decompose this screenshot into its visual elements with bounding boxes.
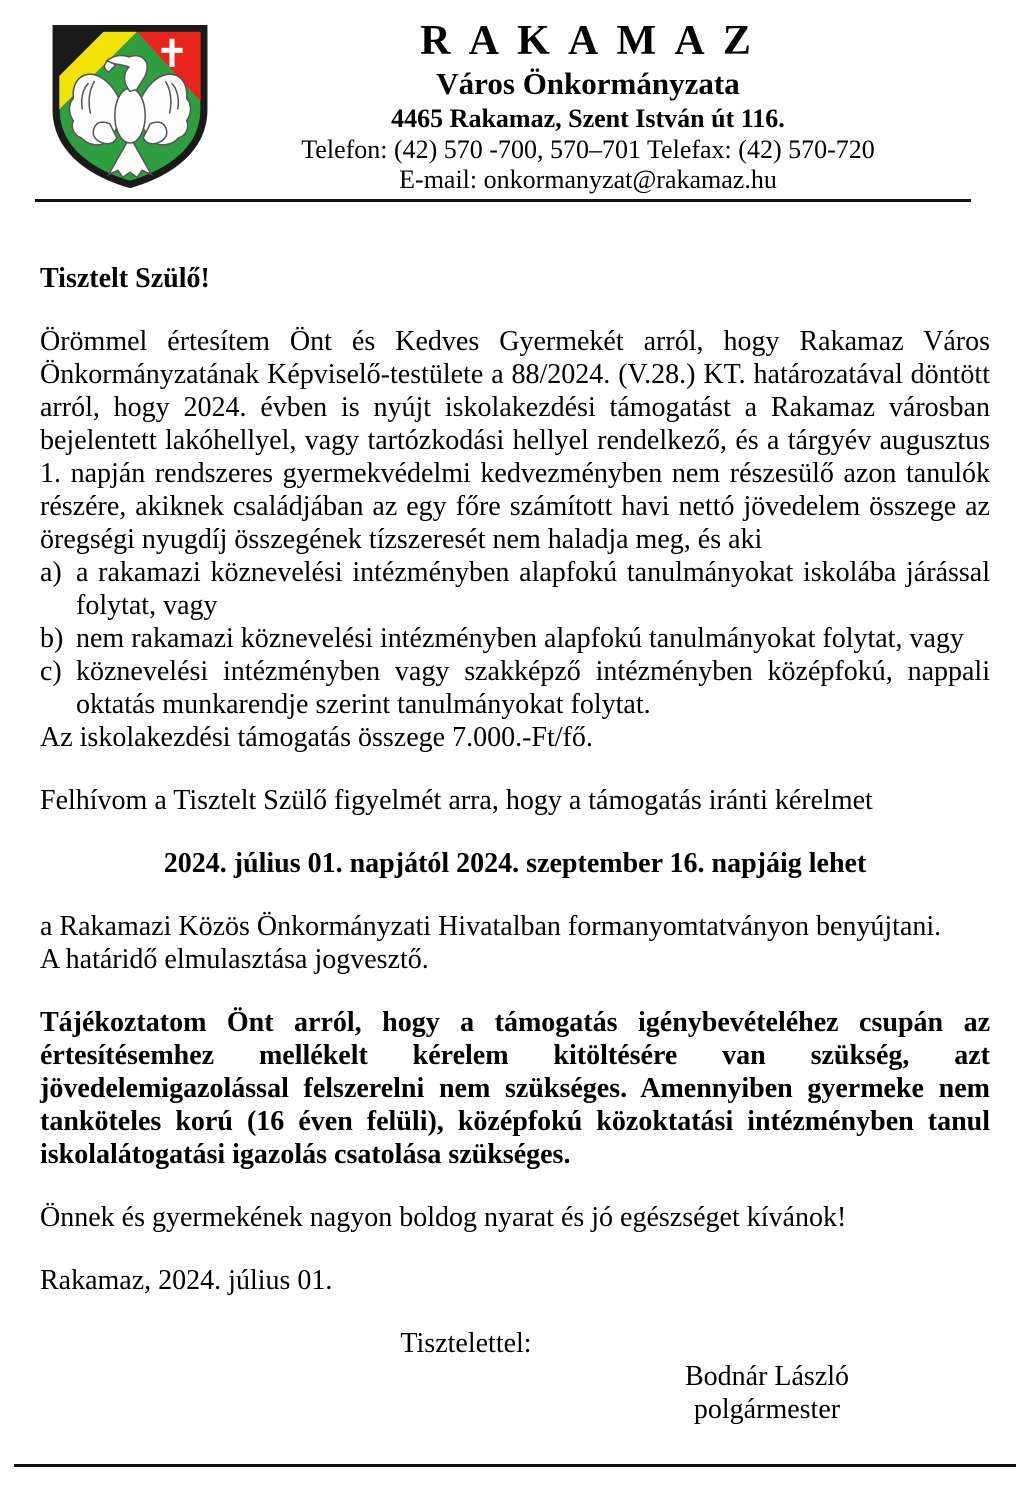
- signature-block: [594, 1360, 940, 1426]
- letterhead-phone-line: Telefon: (42) 570 -700, 570–701 Telefax: (42) 570-720: [301, 135, 875, 164]
- intro-paragraph: Örömmel értesítem Önt és Kedves Gyermekét arról, hogy Rakamaz Város Önkormányzatának Képviselő-testülete a 88/2024. (V.28.) KT. határozatával döntött arról, hogy 2024. évben is nyújt iskolakezdési támogatást a Rakamaz városban bejelentett lakóhellyel, vagy tartózkodási hellyel rendelkező, és a tárgyév augusztus 1. napján rendszeres gyermekvédelmi kedvezményben nem részesülő azon tanulók részére, akiknek családjában az egy főre számított havi nettó jövedelem összege az öregségi nyugdíj összegének tízszeresét nem haladja meg, és aki: [40, 326, 990, 555]
- list-item-a: [40, 556, 990, 622]
- list-text-a: a rakamazi köznevelési intézményben alapfokú tanulmányokat iskolába járással folytat, vagy: [76, 557, 990, 621]
- closing-salutation: Tisztelettel:: [400, 1328, 532, 1359]
- information-paragraph: Tájékoztatom Önt arról, hogy a támogatás igénybevételéhez csupán az értesítésemhez mellékelt kérelem kitöltésére van szükség, azt jövedelemigazolással felszerelni nem szükséges. Amennyiben gyermeke nem tanköteles korú (16 éven felüli), középfokú közoktatási intézményben tanul iskolalátogatási igazolás csatolása szükséges.: [40, 1007, 990, 1170]
- list-marker-b: b): [40, 623, 64, 654]
- letterhead-divider: [35, 199, 971, 202]
- date-line: Rakamaz, 2024. július 01.: [40, 1265, 333, 1296]
- letterhead-org-name: Város Önkormányzata: [436, 66, 740, 101]
- list-item-c: [40, 655, 990, 721]
- list-text-c: köznevelési intézményben vagy szakképző intézményben középfokú, nappali oktatás munkarendje szerint tanulmányokat folytat.: [76, 656, 990, 720]
- deadline-period-line: 2024. július 01. napjától 2024. szeptember 16. napjáig lehet: [163, 848, 867, 879]
- well-wishes-line: Önnek és gyermekének nagyon boldog nyarat és jó egészséget kívánok!: [40, 1202, 847, 1233]
- letter-body: [40, 262, 990, 1426]
- signer-title: polgármester: [693, 1394, 841, 1425]
- list-text-b: nem rakamazi köznevelési intézményben alapfokú tanulmányokat folytat, vagy: [76, 623, 964, 654]
- list-marker-c: c): [40, 656, 62, 687]
- letterhead-email-line: E-mail: onkormanyzat@rakamaz.hu: [399, 165, 777, 194]
- submission-place-line: a Rakamazi Közös Önkormányzati Hivatalban formanyomtatványon benyújtani.: [40, 911, 942, 942]
- support-amount-line: Az iskolakezdési támogatás összege 7.000.-Ft/fő.: [40, 722, 593, 753]
- letterhead-address: 4465 Rakamaz, Szent István út 116.: [391, 104, 785, 133]
- deadline-warning-line: A határidő elmulasztása jogvesztő.: [40, 944, 429, 975]
- letterhead: [146, 16, 1030, 195]
- footer-divider: [14, 1464, 1016, 1467]
- application-notice-line: Felhívom a Tisztelt Szülő figyelmét arra, hogy a támogatás iránti kérelmet: [40, 785, 873, 816]
- salutation: Tisztelt Szülő!: [40, 263, 210, 294]
- letterhead-city-name: R A K A M A Z: [420, 18, 756, 64]
- signer-name: Bodnár László: [684, 1361, 850, 1392]
- list-marker-a: a): [40, 557, 62, 588]
- list-item-b: [40, 622, 990, 655]
